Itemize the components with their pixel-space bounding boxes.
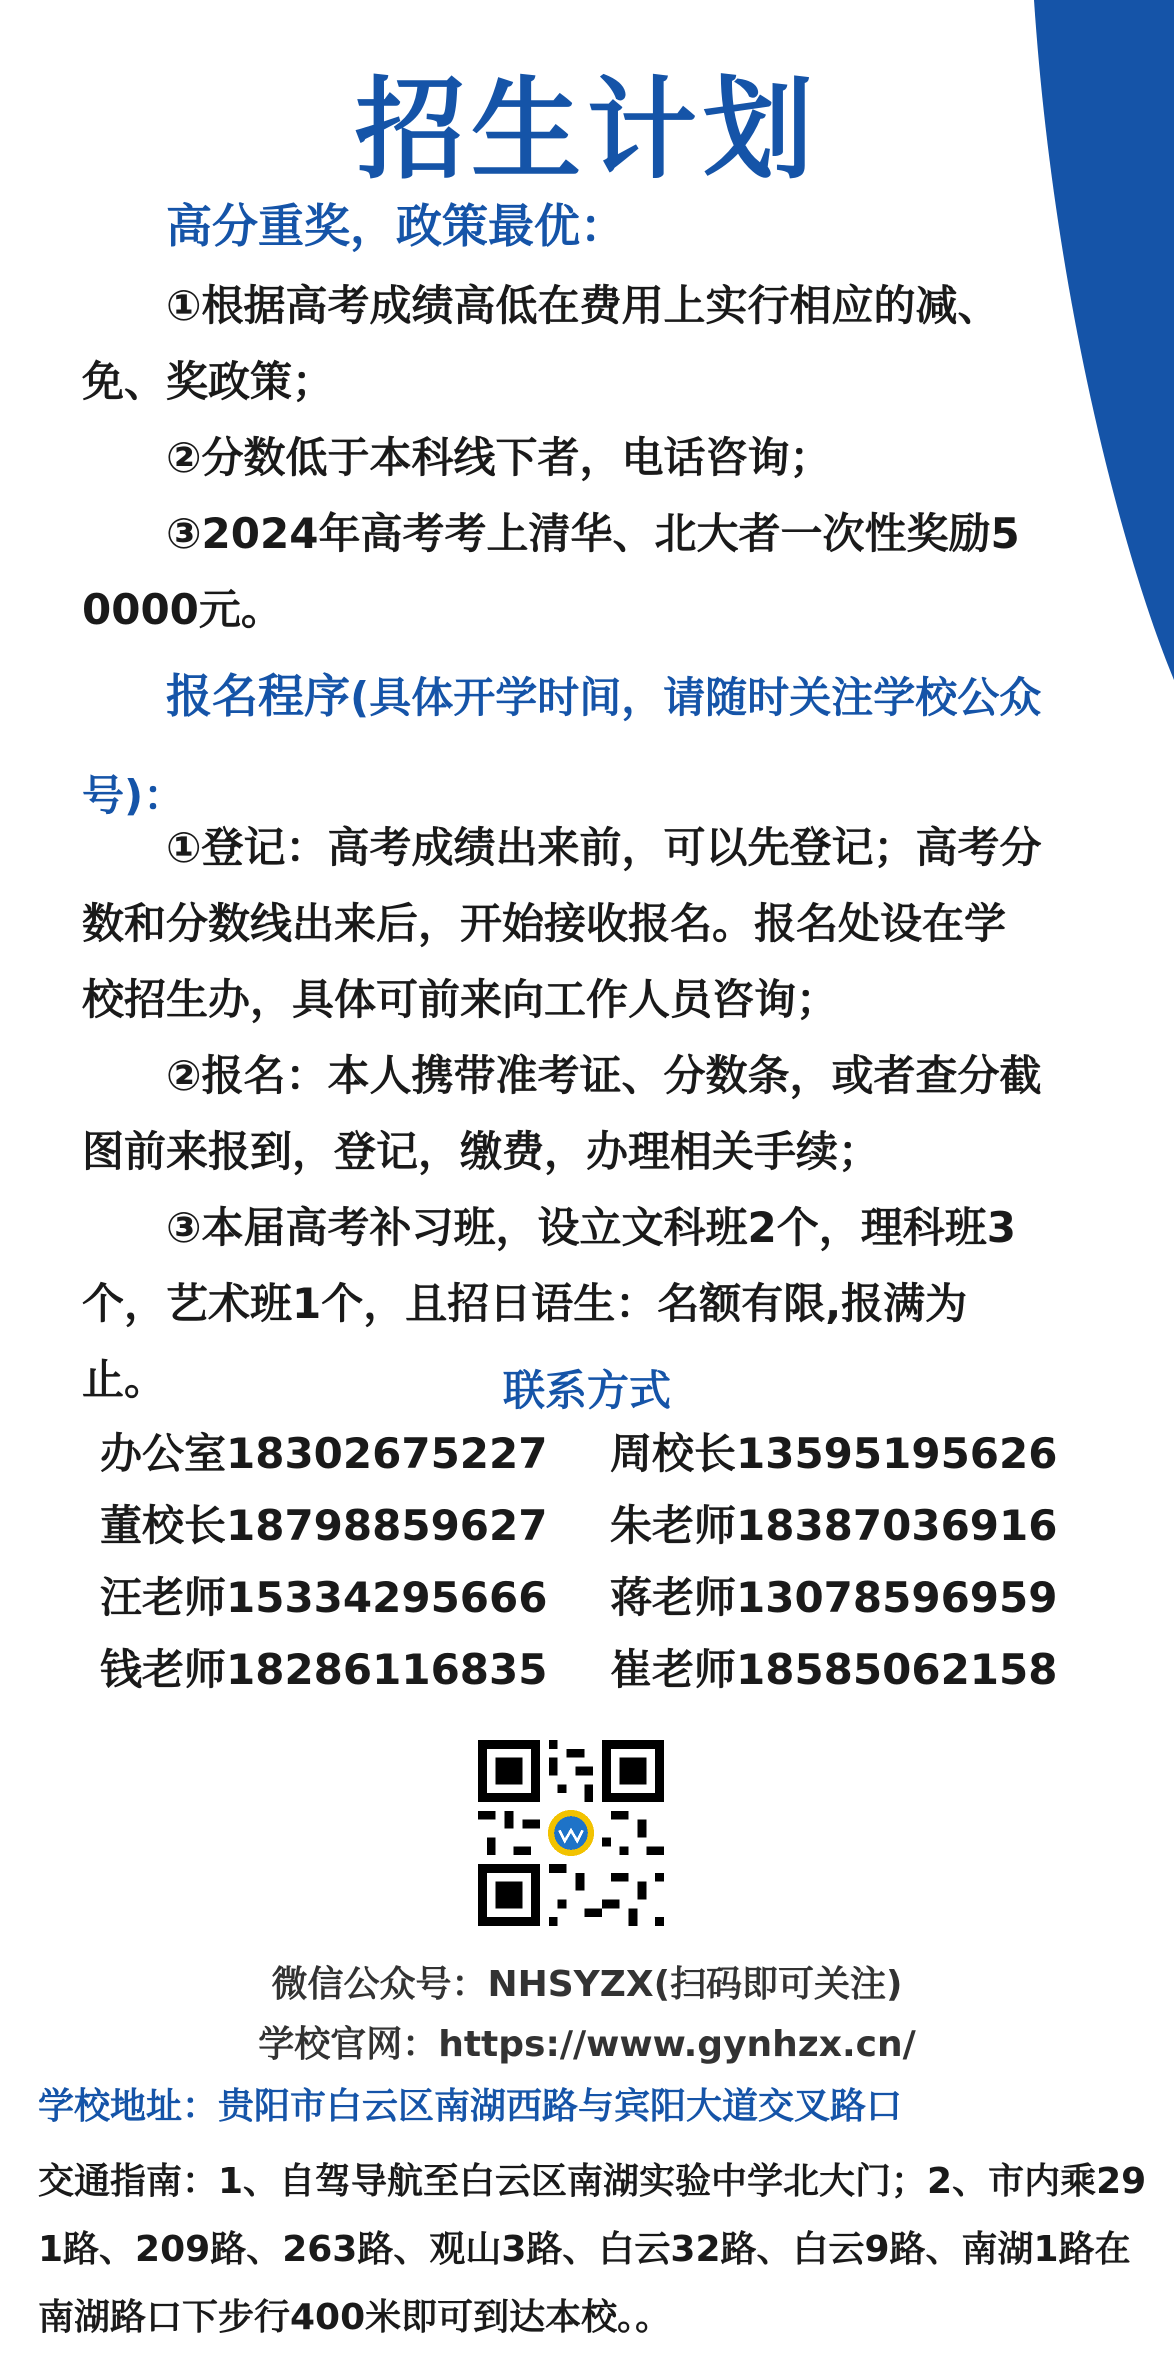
contact-entry: 汪老师15334295666 — [100, 1573, 548, 1622]
page-title: 招生计划 — [355, 66, 819, 194]
registration-heading-note: (具体开学时间，请随时关注学校公众号)： — [82, 673, 1042, 820]
school-website[interactable]: 学校官网：https://www.gynhzx.cn/ — [258, 2024, 916, 2065]
reward-item-3: ③2024年高考考上清华、北大者一次性奖励50000元。 — [82, 509, 1020, 634]
registration-item-3: ③本届高考补习班，设立文科班2个，理科班3个，艺术班1个，且招日语生：名额有限,报满为止。 — [82, 1203, 1017, 1404]
contact-title: 联系方式 — [502, 1366, 671, 1415]
registration-item-1: ①登记：高考成绩出来前，可以先登记；高考分数和分数线出来后，开始接收报名。报名处设在学校招生办，具体可前来向工作人员咨询； — [82, 823, 1042, 1024]
contact-entry: 办公室18302675227 — [100, 1429, 548, 1478]
contact-entry: 周校长13595195626 — [610, 1429, 1058, 1478]
contact-entry: 崔老师18585062158 — [610, 1645, 1058, 1694]
reward-item-2: ②分数低于本科线下者，电话咨询； — [166, 433, 832, 482]
contact-entry: 朱老师18387036916 — [610, 1501, 1058, 1550]
traffic-guide: 交通指南：1、自驾导航至白云区南湖实验中学北大门；2、市内乘291路、209路、263路、观山3路、白云32路、白云9路、南湖1路在南湖路口下步行400米即可到达本校。。 — [38, 2161, 1147, 2338]
contact-list — [100, 1428, 1100, 1696]
qr-code-icon — [478, 1740, 664, 1926]
registration-heading-main: 报名程序 — [166, 669, 350, 723]
registration-item-2: ②报名：本人携带准考证、分数条，或者查分截图前来报到，登记，缴费，办理相关手续； — [82, 1051, 1042, 1176]
contact-entry: 钱老师18286116835 — [100, 1645, 548, 1694]
wechat-account: 微信公众号：NHSYZX(扫码即可关注) — [271, 1964, 903, 2005]
reward-item-1: ①根据高考成绩高低在费用上实行相应的减、免、奖政策； — [82, 281, 1000, 406]
contact-entry: 蒋老师13078596959 — [610, 1573, 1058, 1622]
section-heading-rewards: 高分重奖，政策最优： — [166, 199, 626, 253]
contact-entry: 董校长18798859627 — [100, 1501, 548, 1550]
school-address: 学校地址：贵阳市白云区南湖西路与宾阳大道交叉路口 — [38, 2086, 903, 2127]
